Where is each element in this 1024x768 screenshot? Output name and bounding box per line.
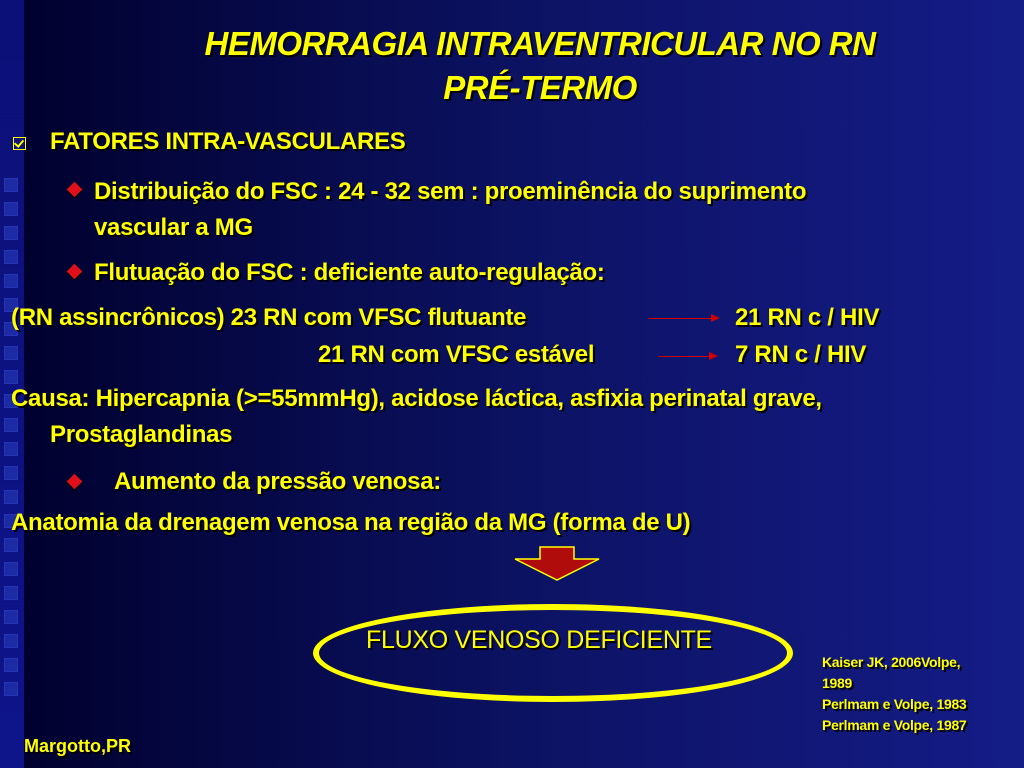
strip-square — [4, 610, 18, 624]
row-stable-left: 21 RN com VFSC estável — [318, 341, 595, 368]
strip-square — [4, 490, 18, 504]
strip-square — [4, 274, 18, 288]
reference-item: Kaiser JK, 2006Volpe, — [822, 654, 961, 670]
checkbox-icon — [13, 137, 26, 150]
strip-square — [4, 250, 18, 264]
strip-square — [4, 346, 18, 360]
title-line-1: HEMORRAGIA INTRAVENTRICULAR NO RN — [204, 25, 876, 62]
right-arrow-icon — [658, 356, 716, 357]
bullet-venous-pressure: Aumento da pressão venosa: — [114, 468, 441, 495]
strip-square — [4, 682, 18, 696]
bullet-fsc-distribution-line-1: Distribuição do FSC : 24 - 32 sem : proeminência do suprimento — [94, 178, 807, 205]
strip-square — [4, 658, 18, 672]
row-fluctuating-left: (RN assincrônicos) 23 RN com VFSC flutuante — [11, 304, 527, 331]
cause-line-2: Prostaglandinas — [50, 421, 233, 448]
title-line-2: PRÉ-TERMO — [443, 69, 637, 106]
strip-square — [4, 634, 18, 648]
section-heading: FATORES INTRA-VASCULARES — [50, 128, 406, 155]
cause-line-1: Causa: Hipercapnia (>=55mmHg), acidose láctica, asfixia perinatal grave, — [11, 385, 822, 412]
reference-item: 1989 — [822, 675, 852, 691]
strip-square — [4, 586, 18, 600]
reference-item: Perlmam e Volpe, 1987 — [822, 717, 967, 733]
author-credit: Margotto,PR — [24, 736, 131, 756]
down-arrow-icon — [512, 546, 602, 582]
bullet-fsc-fluctuation: Flutuação do FSC : deficiente auto-regulação: — [94, 259, 605, 286]
diamond-bullet-icon — [67, 182, 83, 198]
conclusion-text: FLUXO VENOSO DEFICIENTE — [366, 626, 712, 654]
references — [822, 652, 1012, 736]
row-stable-right: 7 RN c / HIV — [735, 341, 867, 368]
reference-item: Perlmam e Volpe, 1983 — [822, 696, 967, 712]
strip-square — [4, 226, 18, 240]
diamond-bullet-icon — [67, 264, 83, 280]
strip-square — [4, 202, 18, 216]
strip-square — [4, 418, 18, 432]
anatomy-line: Anatomia da drenagem venosa na região da MG (forma de U) — [11, 509, 691, 536]
strip-square — [4, 562, 18, 576]
strip-square — [4, 538, 18, 552]
diamond-bullet-icon — [67, 474, 83, 490]
slide-title — [100, 22, 980, 110]
bullet-fsc-distribution-line-2: vascular a MG — [94, 214, 253, 241]
right-arrow-icon — [648, 318, 718, 319]
strip-square — [4, 178, 18, 192]
row-fluctuating-right: 21 RN c / HIV — [735, 304, 880, 331]
strip-square — [4, 442, 18, 456]
strip-square — [4, 466, 18, 480]
strip-square — [4, 370, 18, 384]
